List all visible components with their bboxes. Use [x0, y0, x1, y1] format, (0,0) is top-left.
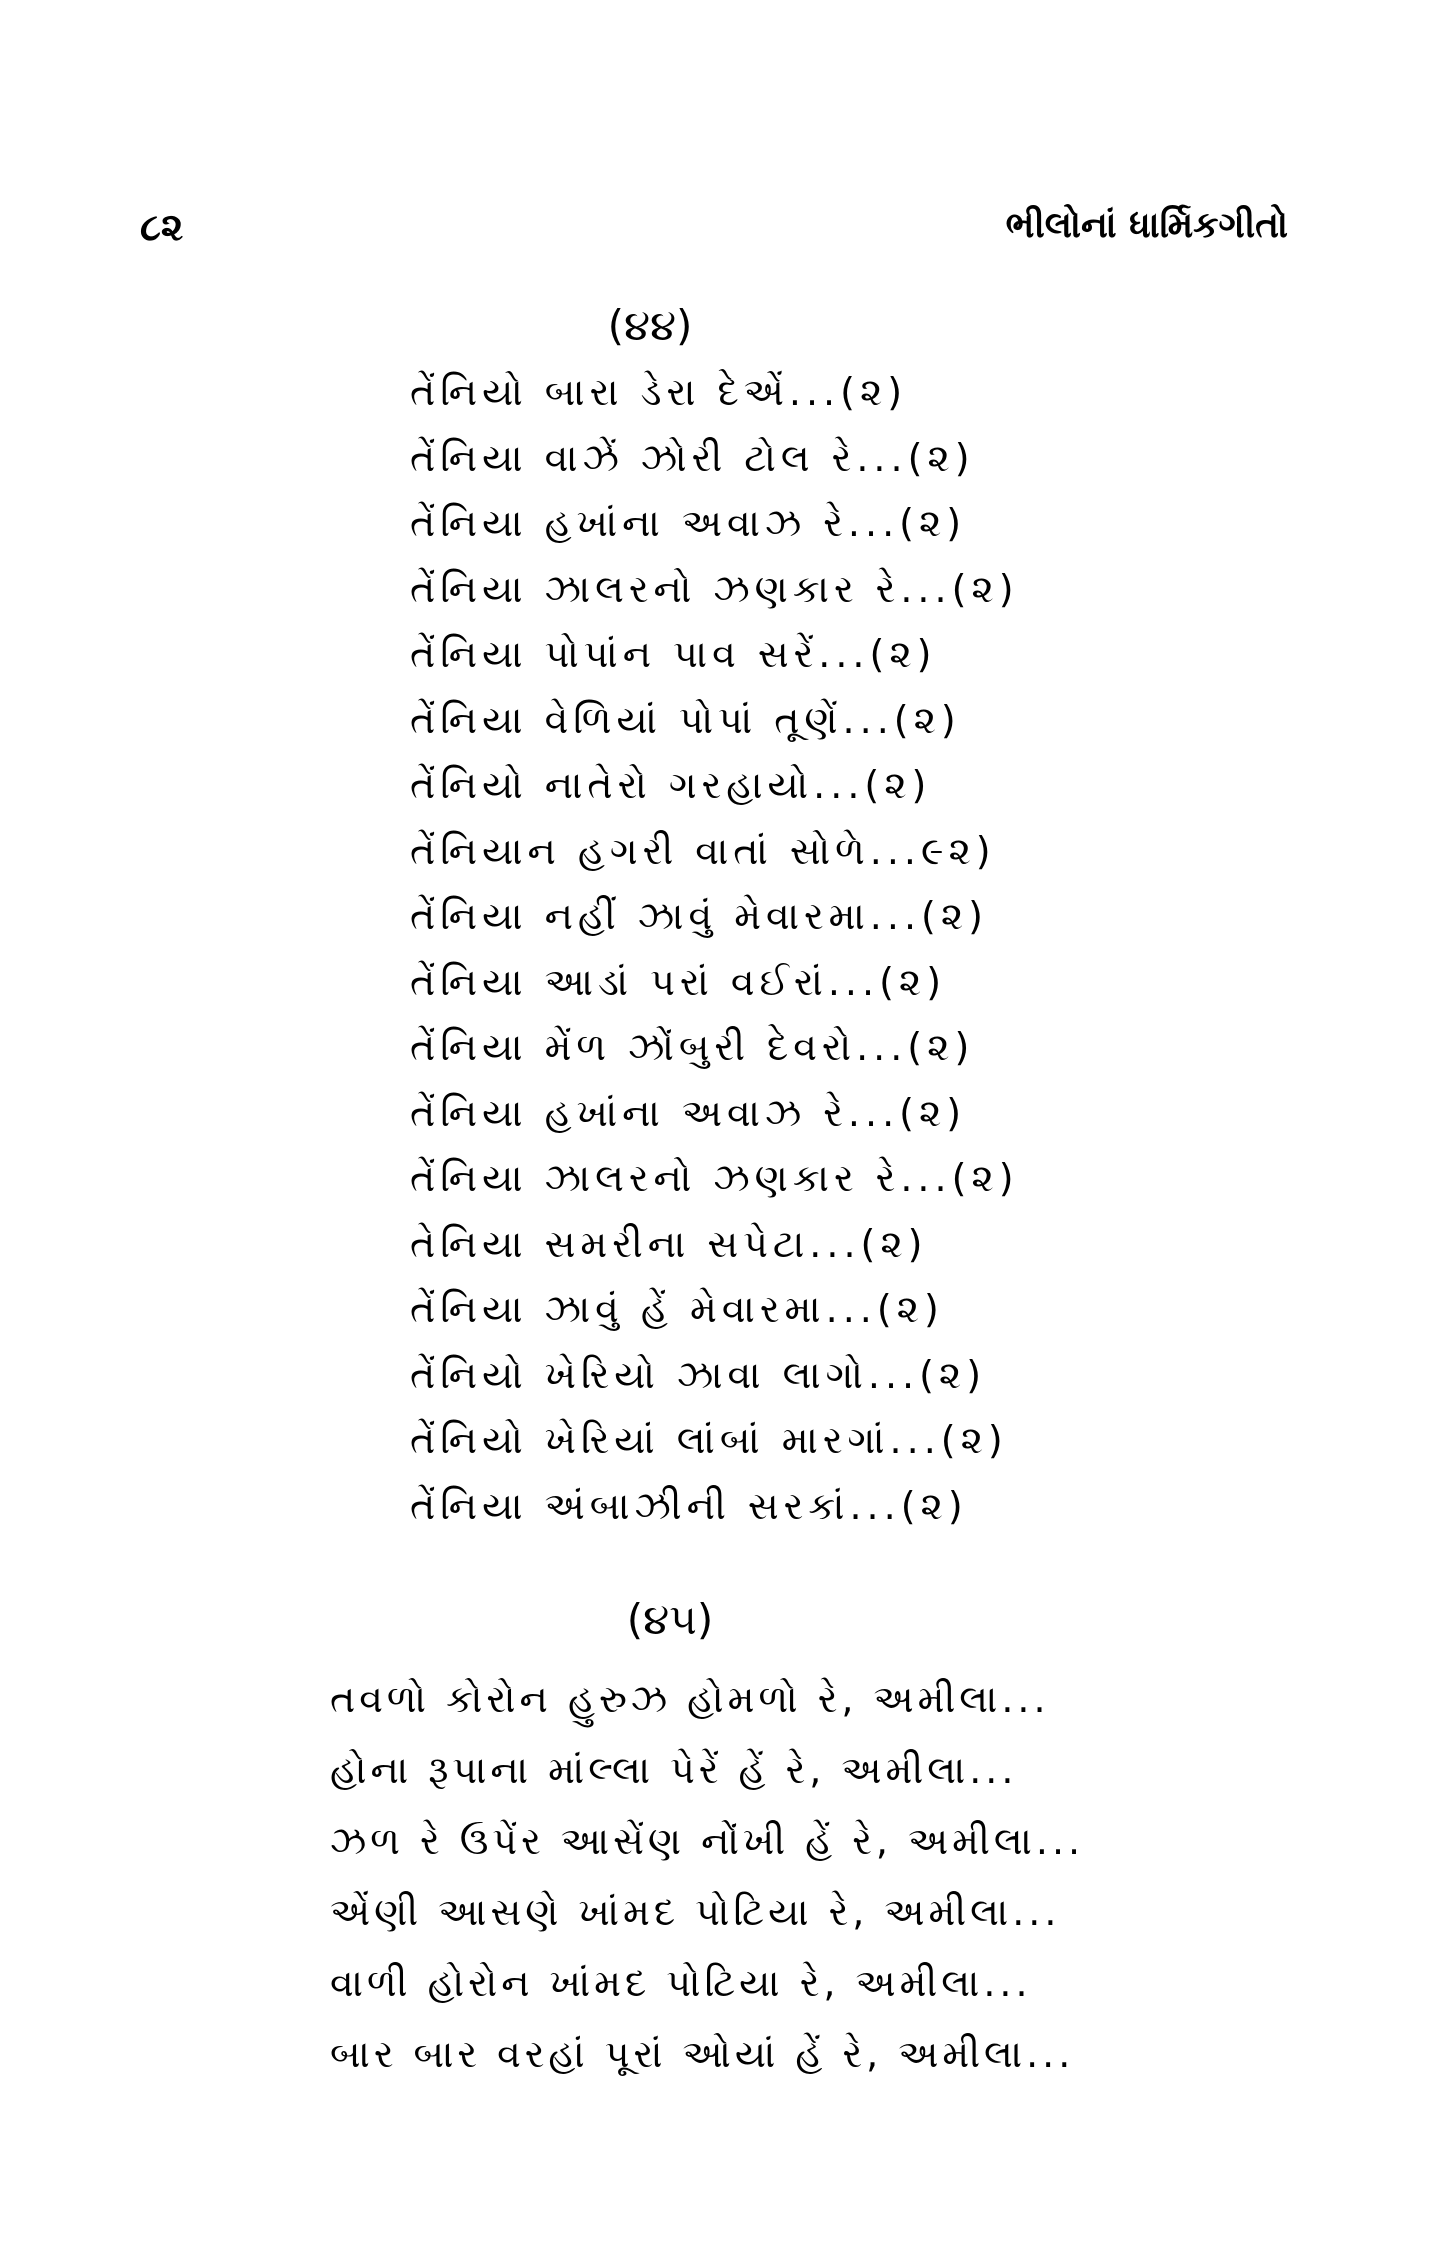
verse-line: તેંનિયા ઝાલરનો ઝણકાર રે...(૨)	[410, 566, 1019, 611]
verse-line: તેંનિયાન હગરી વાતાં સોળે...૯૨)	[410, 828, 996, 873]
verse-line: ઝળ રે ઉપેંર આસેંણ નોંખી હેં રે, અમીલા...	[330, 1819, 1085, 1863]
song-number: (૪૫)	[626, 1595, 714, 1644]
running-title: ભીલોનાં ધાર્મિકગીતો	[1005, 205, 1288, 246]
verse-line: એંણી આસણે ખાંમદ પોટિયા રે, અમીલા...	[330, 1890, 1061, 1934]
verse-line: હોના રૂપાના માંલ્લા પેરેં હેં રે, અમીલા...	[330, 1748, 1018, 1792]
verse-line: તેંનિયા વેળિયાં પોપાં તૂણેં...(૨)	[410, 697, 961, 742]
verse-line: તેંનિયા ઝાલરનો ઝણકાર રે...(૨)	[410, 1156, 1019, 1200]
verse-line: તેંનિયા આડાં પરાં વઈરાં...(૨)	[410, 959, 947, 1004]
verse-line: તેંનિયા મેંળ ઝોંબુરી દેવરો...(૨)	[410, 1025, 975, 1069]
verse-line: તેંનિયા વાઝેં ઝોરી ટોલ રે...(૨)	[410, 435, 975, 480]
verse-line: તવળો કોરોન હુરુઝ હોમળો રે, અમીલા...	[330, 1677, 1050, 1721]
verse-line: તેંનિયા નહીં ઝાવું મેવારમા...(૨)	[410, 894, 988, 938]
verse-line: બાર બાર વરહાં પૂરાં ઓયાં હેં રે, અમીલા...	[330, 2032, 1075, 2076]
verse-line: તેંનિયો ખેરિયો ઝાવા લાગો...(૨)	[410, 1352, 987, 1397]
song-45	[330, 1590, 1090, 2090]
song-number: (૪૪)	[607, 301, 693, 350]
verse-line: તેંનિયા હખાંના અવાઝ રે...(૨)	[410, 1090, 967, 1135]
verse-line: તેંનિયા હખાંના અવાઝ રે...(૨)	[410, 501, 967, 545]
verse-line: તેંનિયા પોપાંન પાવ સરેં...(૨)	[410, 632, 937, 676]
song-44	[410, 296, 1050, 1539]
verse-line: તેનિયા સમરીના સપેટા...(૨)	[410, 1221, 928, 1266]
verse-line: વાળી હોરોન ખાંમદ પોટિયા રે, અમીલા...	[330, 1961, 1032, 2005]
verse-line: તેંનિયો બારા ડેરા દેએં...(૨)	[410, 370, 908, 414]
verse-line: તેંનિયો નાતેરો ગરહાયો...(૨)	[410, 763, 932, 807]
verse-line: તેંનિયા અંબાઝીની સરકાં...(૨)	[410, 1483, 968, 1528]
page-number: ૮૨	[140, 205, 184, 249]
verse-line: તેંનિયો ખેરિયાં લાંબાં મારગાં...(૨)	[410, 1418, 1008, 1462]
verse-line: તેંનિયા ઝાવું હેં મેવારમા...(૨)	[410, 1287, 944, 1331]
verse-list	[410, 360, 1050, 1539]
verse-list	[330, 1664, 1090, 2090]
page-header	[140, 205, 1288, 255]
